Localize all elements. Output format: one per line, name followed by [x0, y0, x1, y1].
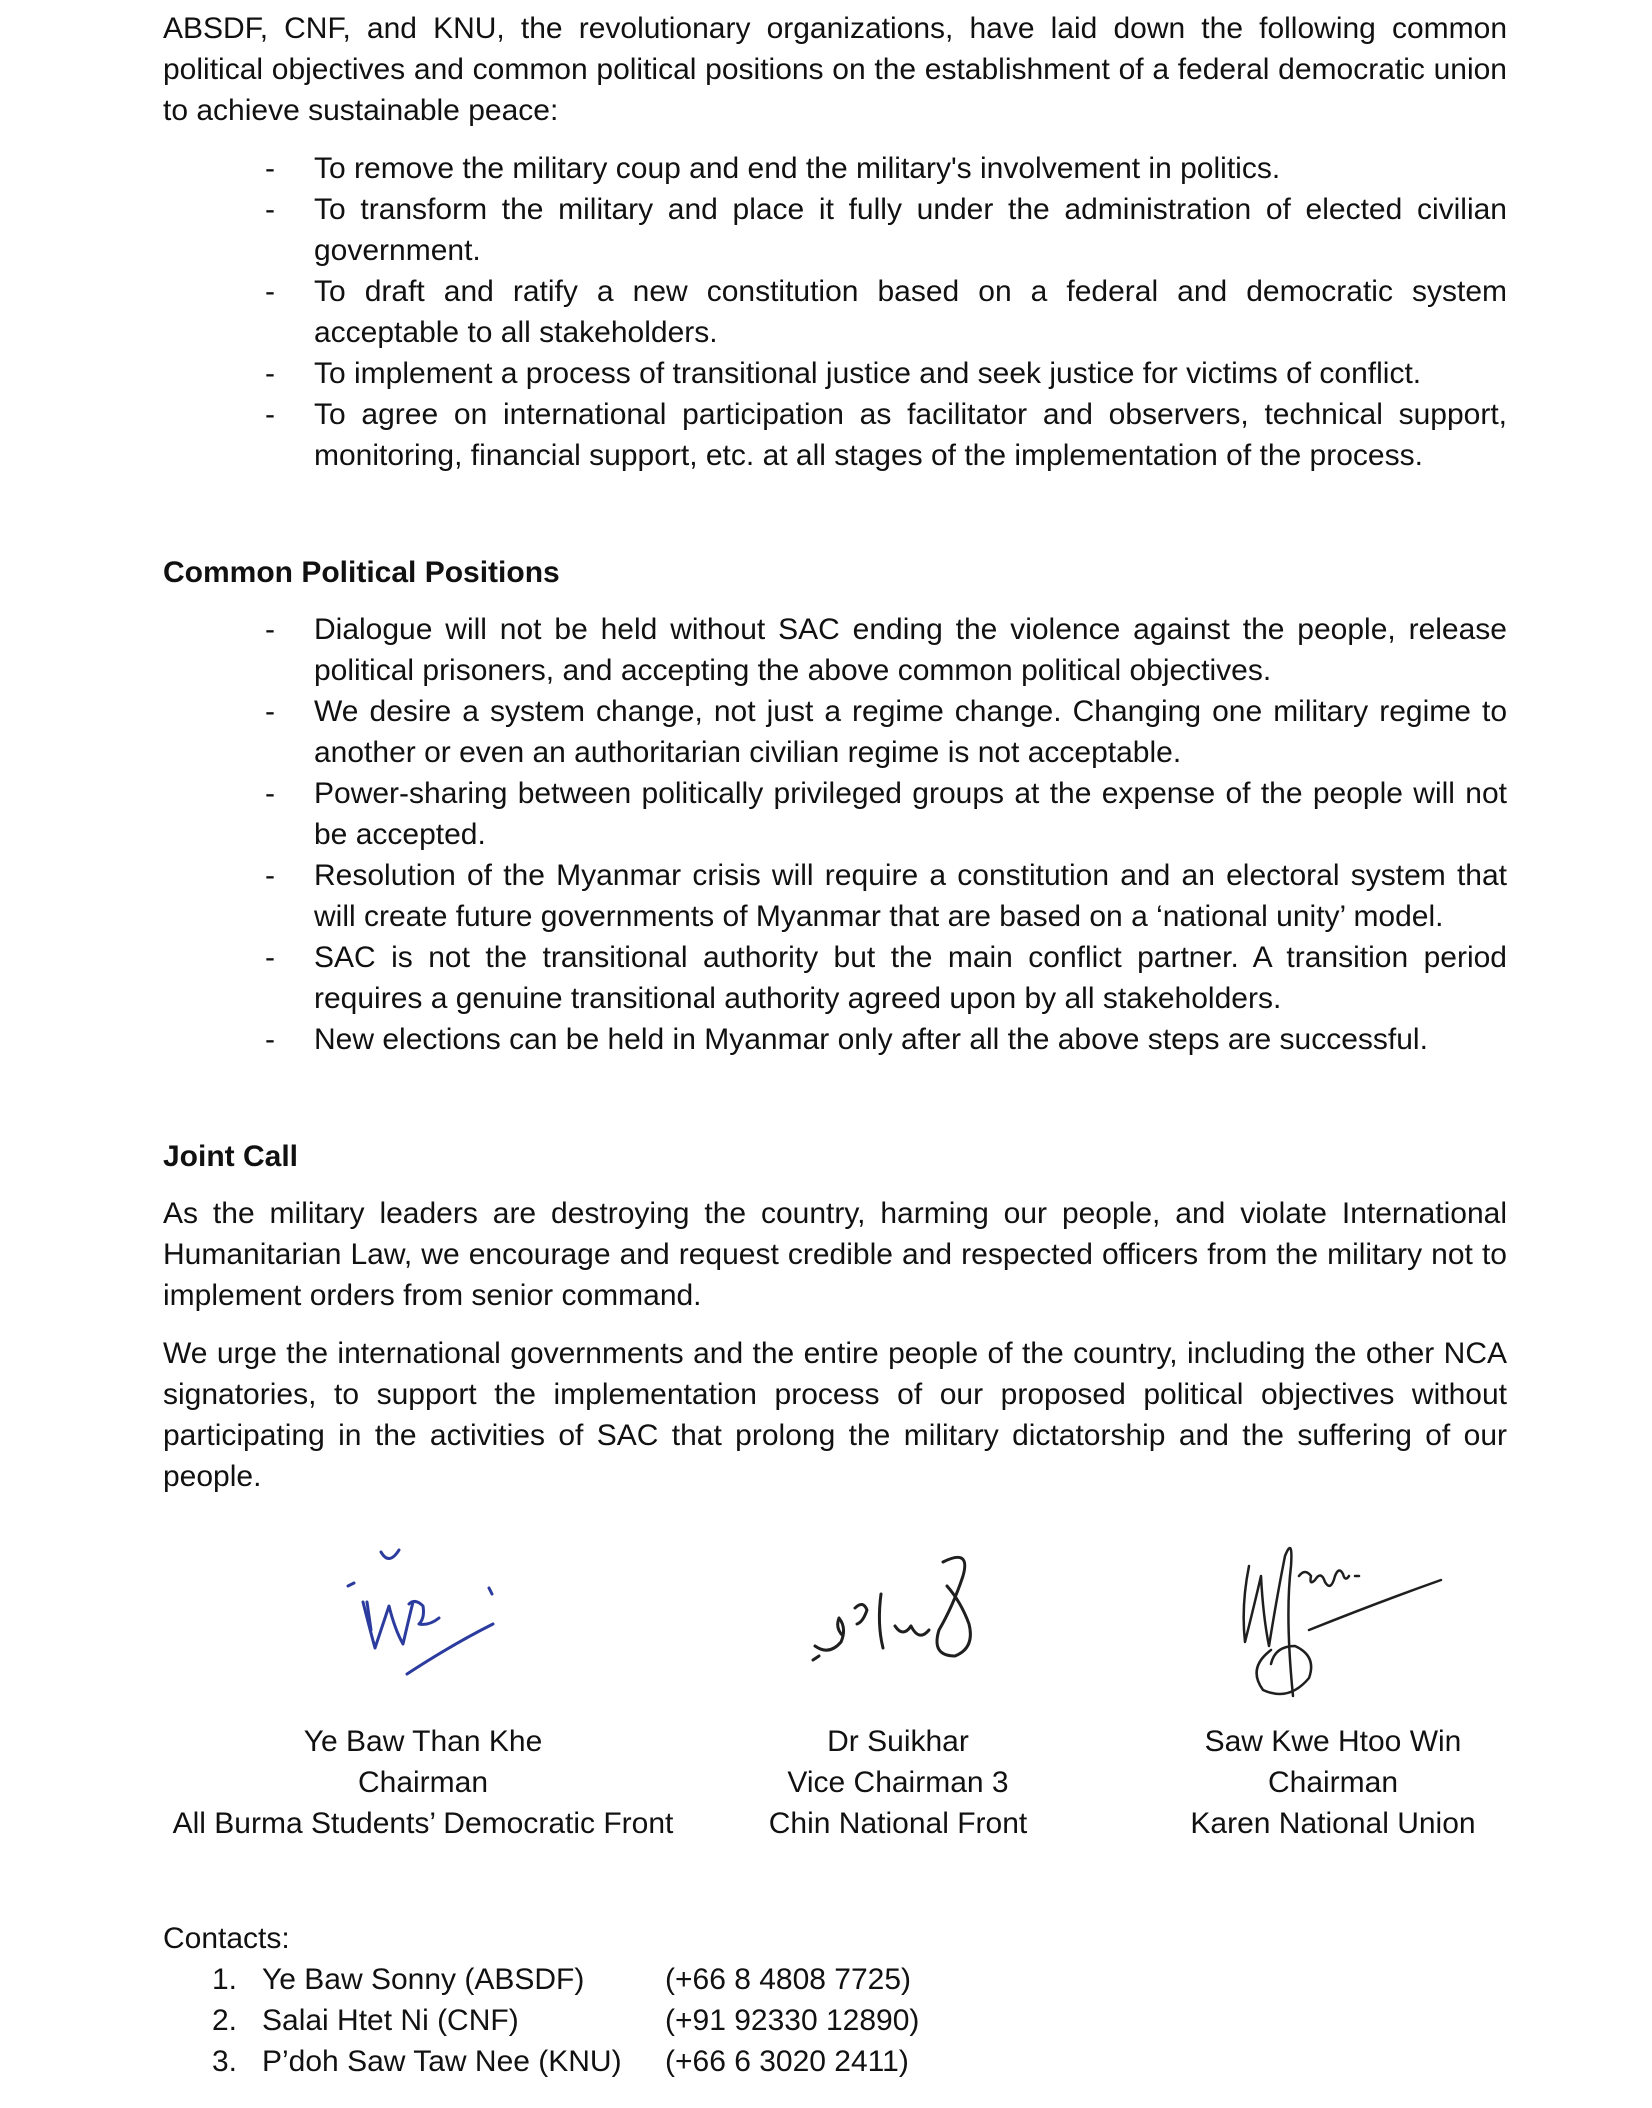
- signatory-title: Chairman: [1267, 1766, 1399, 1799]
- position-text: Power-sharing between politically privileged groups at the expense of the people will not be accepted.: [314, 777, 1507, 851]
- dash-bullet: -: [265, 275, 275, 308]
- dash-bullet: -: [265, 859, 275, 892]
- position-item: [163, 609, 1507, 691]
- position-text: Dialogue will not be held without SAC ending the violence against the people, release political prisoners, and accepting the above common political objectives.: [314, 613, 1507, 687]
- dash-bullet: -: [265, 357, 275, 390]
- signatory-name: Saw Kwe Htoo Win: [1204, 1725, 1462, 1758]
- joint-call-paragraph: We urge the international governments and the entire people of the country, including the other NCA signatories, to support the implementation process of our proposed political objectives without participating in the activities of SAC that prolong the military dictatorship and the suffering of our people.: [163, 1337, 1507, 1493]
- objective-item: [163, 148, 1507, 189]
- position-item: [163, 937, 1507, 1019]
- dash-bullet: -: [265, 398, 275, 431]
- position-item: [163, 855, 1507, 937]
- signatory-absdf: [163, 1506, 683, 1844]
- position-text: We desire a system change, not just a regime change. Changing one military regime to another or even an authoritarian civilian regime is not acceptable.: [314, 695, 1507, 769]
- signature-image: [163, 1506, 683, 1721]
- contact-number: 3.: [212, 2045, 238, 2078]
- objective-item: [163, 271, 1507, 353]
- position-text: SAC is not the transitional authority but the main conflict partner. A transition period requires a genuine transitional authority agreed upon by all stakeholders.: [314, 941, 1507, 1015]
- signature-image: [743, 1506, 1053, 1721]
- document-page: [163, 8, 1507, 2078]
- objective-text: To implement a process of transitional justice and seek justice for victims of conflict.: [314, 357, 1422, 390]
- contact-item: [163, 2041, 1063, 2082]
- signature-image: [1159, 1506, 1507, 1721]
- objective-text: To draft and ratify a new constitution based on a federal and democratic system acceptable to all stakeholders.: [314, 275, 1507, 349]
- signatory-name: Dr Suikhar: [827, 1725, 969, 1758]
- dash-bullet: -: [265, 193, 275, 226]
- dash-bullet: -: [265, 152, 275, 185]
- contact-item: [163, 1959, 1063, 2000]
- dash-bullet: -: [265, 777, 275, 810]
- signatory-organization: Karen National Union: [1190, 1807, 1476, 1840]
- contact-name: Ye Baw Sonny (ABSDF): [262, 1963, 585, 1996]
- objective-item: [163, 353, 1507, 394]
- positions-heading: Common Political Positions: [163, 556, 560, 589]
- dash-bullet: -: [265, 613, 275, 646]
- position-item: [163, 691, 1507, 773]
- contacts-section: [163, 1918, 1063, 2082]
- objective-text: To remove the military coup and end the military's involvement in politics.: [314, 152, 1281, 185]
- contact-name: P’doh Saw Taw Nee (KNU): [262, 2045, 622, 2078]
- objectives-list: [163, 148, 1507, 476]
- contact-phone: (+66 6 3020 2411): [665, 2045, 909, 2078]
- joint-call-paragraph: As the military leaders are destroying the country, harming our people, and violate International Humanitarian Law, we encourage and request credible and respected officers from the military not to implement orders from senior command.: [163, 1197, 1507, 1312]
- signatory-name: Ye Baw Than Khe: [303, 1725, 543, 1758]
- dash-bullet: -: [265, 695, 275, 728]
- positions-list: [163, 609, 1507, 1060]
- position-text: Resolution of the Myanmar crisis will require a constitution and an electoral system that will create future governments of Myanmar that are based on a ‘national unity’ model.: [314, 859, 1507, 933]
- position-text: New elections can be held in Myanmar only after all the above steps are successful.: [314, 1023, 1428, 1056]
- objective-item: [163, 394, 1507, 476]
- joint-call-heading: Joint Call: [163, 1140, 299, 1173]
- contact-name: Salai Htet Ni (CNF): [262, 2004, 519, 2037]
- contact-number: 1.: [212, 1963, 238, 1996]
- signatory-organization: All Burma Students’ Democratic Front: [172, 1807, 674, 1840]
- signatory-cnf: [743, 1506, 1053, 1844]
- objective-text: To transform the military and place it fully under the administration of elected civilian government.: [314, 193, 1507, 267]
- position-item: [163, 1019, 1507, 1060]
- signatory-knu: [1159, 1506, 1507, 1844]
- position-item: [163, 773, 1507, 855]
- signatory-organization: Chin National Front: [768, 1807, 1028, 1840]
- objective-item: [163, 189, 1507, 271]
- contacts-label: Contacts:: [163, 1922, 290, 1955]
- contacts-list: [163, 1959, 1063, 2082]
- intro-paragraph: ABSDF, CNF, and KNU, the revolutionary organizations, have laid down the following common political objectives and common political positions on the establishment of a federal democratic union to achieve sustainable peace:: [163, 12, 1507, 127]
- contact-phone: (+66 8 4808 7725): [665, 1963, 912, 1996]
- signatory-title: Vice Chairman 3: [787, 1766, 1009, 1799]
- contact-number: 2.: [212, 2004, 238, 2037]
- dash-bullet: -: [265, 941, 275, 974]
- dash-bullet: -: [265, 1023, 275, 1056]
- signatures-section: [163, 1506, 1507, 1840]
- signatory-title: Chairman: [357, 1766, 489, 1799]
- objective-text: To agree on international participation as facilitator and observers, technical support, monitoring, financial support, etc. at all stages of the implementation of the process.: [314, 398, 1507, 472]
- contact-item: [163, 2000, 1063, 2041]
- contact-phone: (+91 92330 12890): [665, 2004, 920, 2037]
